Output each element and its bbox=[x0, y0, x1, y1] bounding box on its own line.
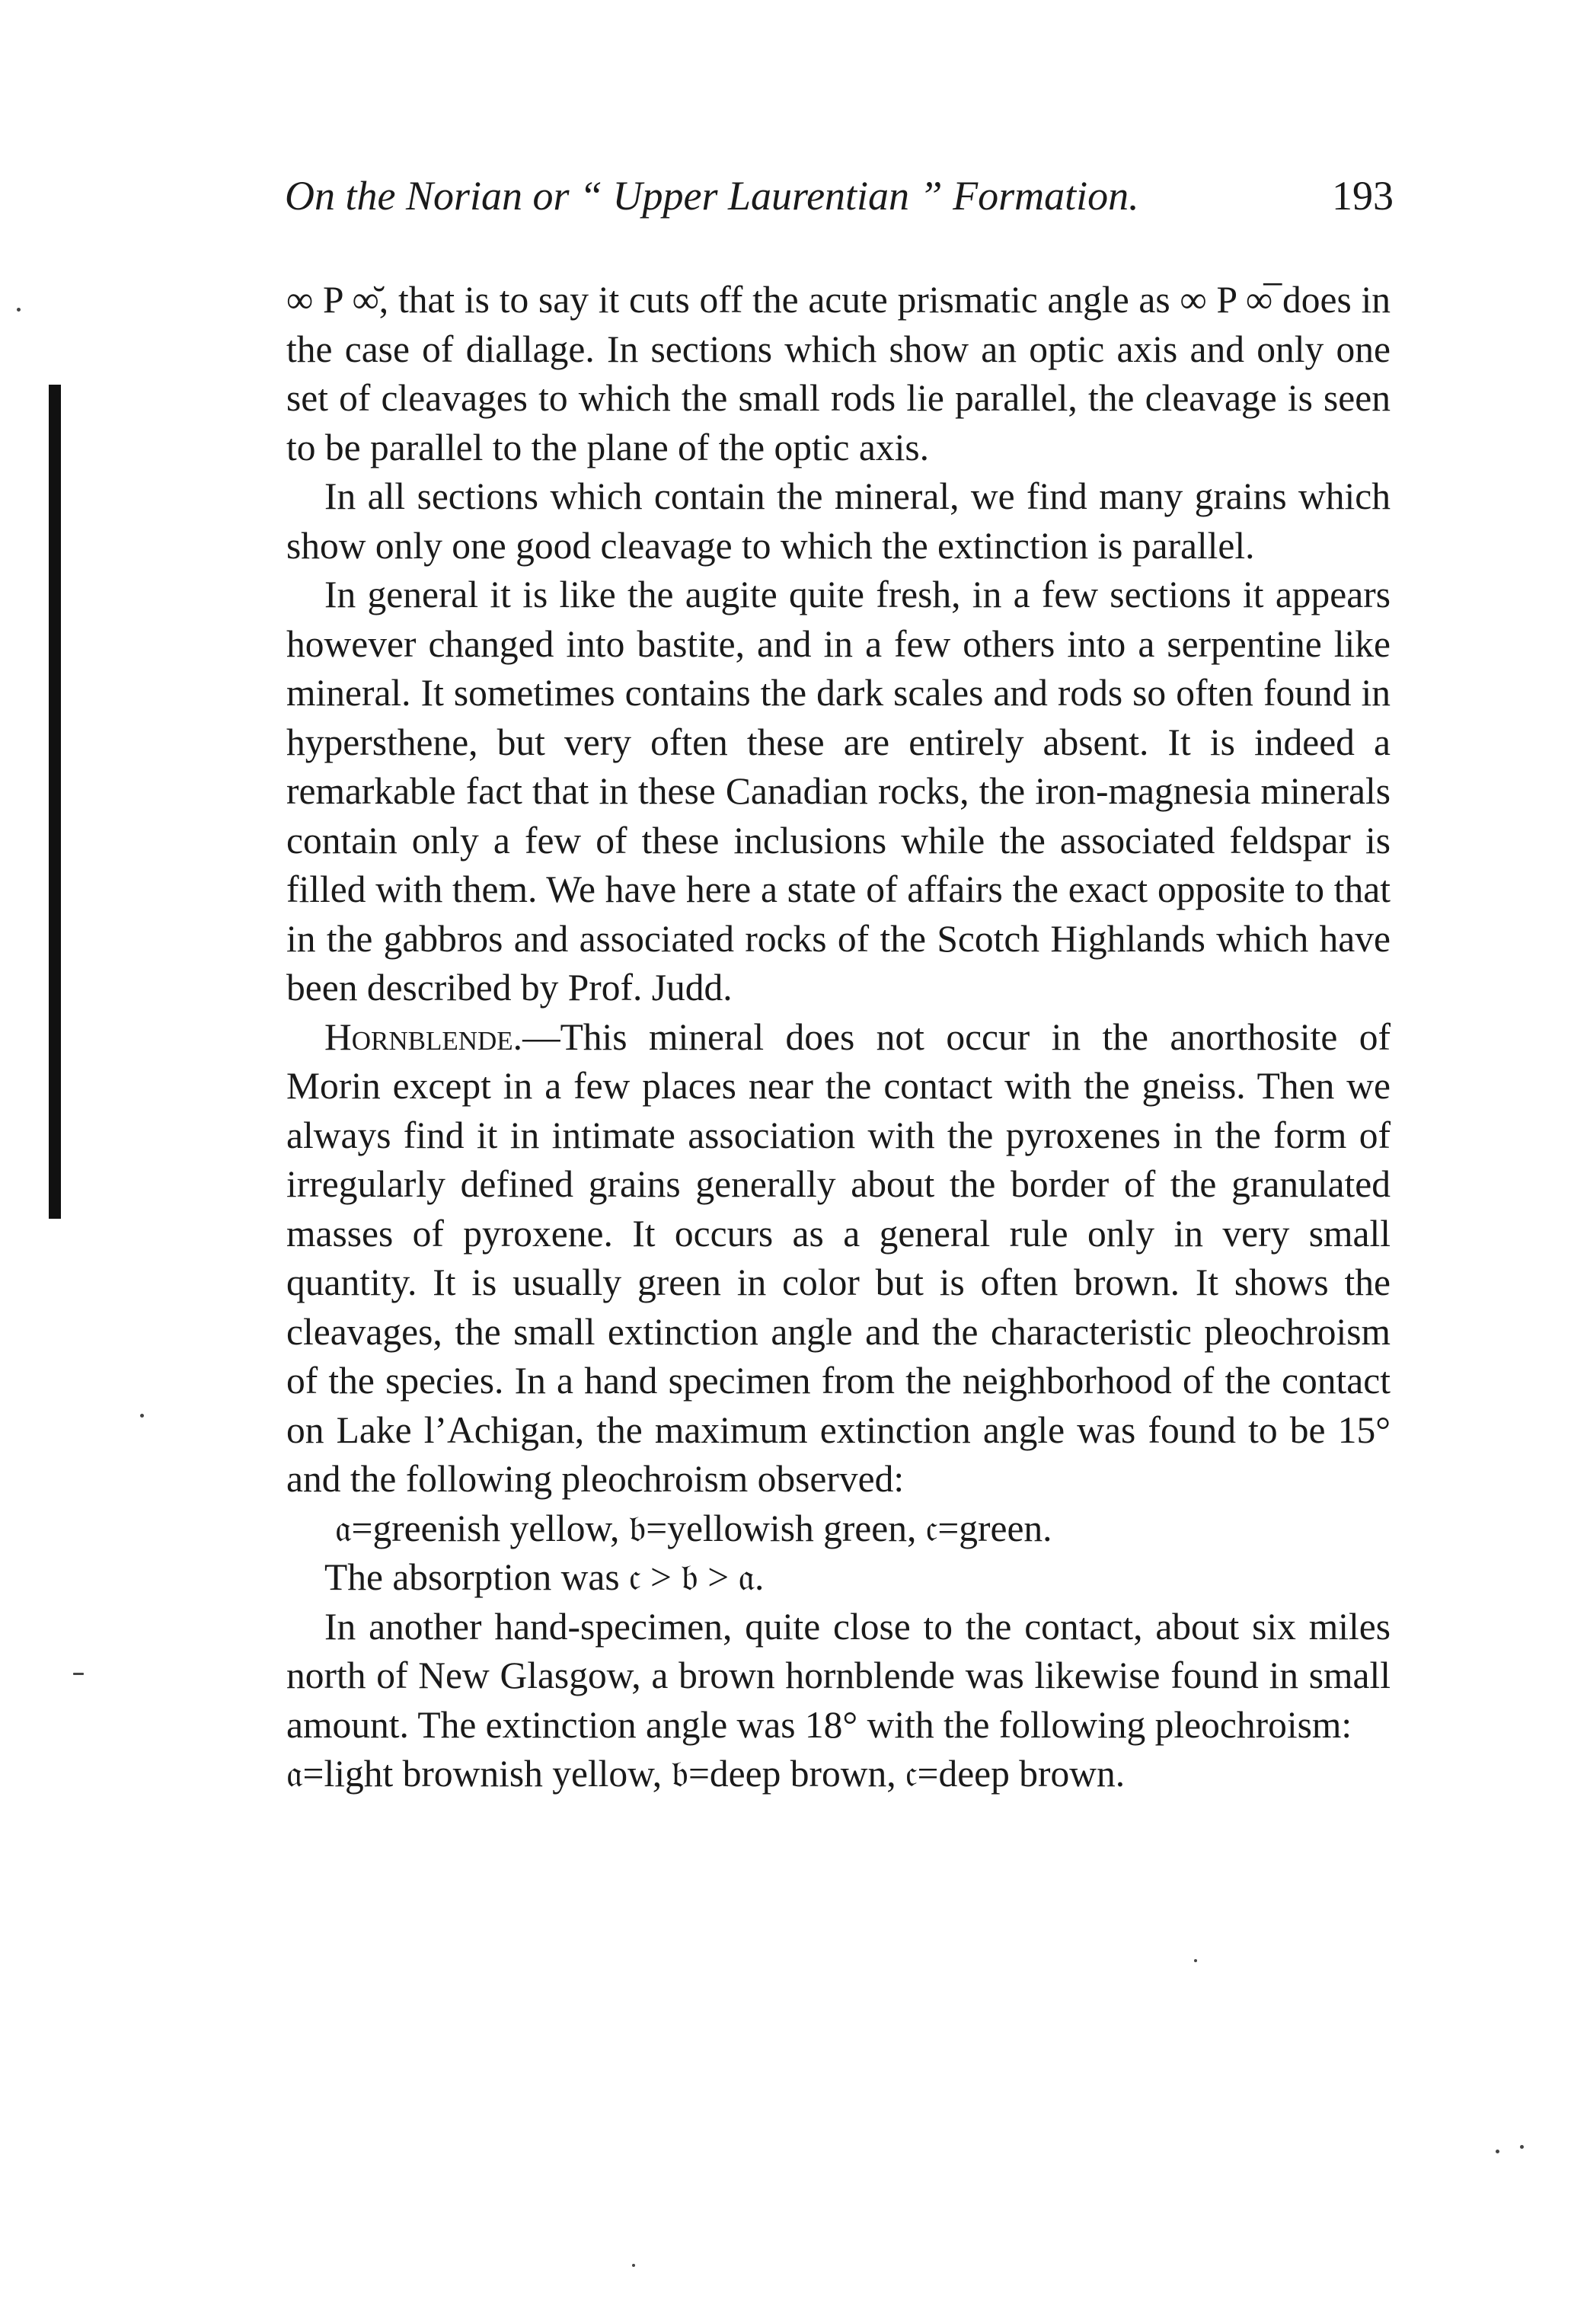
scan-speck bbox=[1496, 2150, 1499, 2153]
body-text bbox=[286, 276, 1391, 1799]
scan-speck bbox=[140, 1414, 144, 1418]
absorption-formula: The absorption was 𝔠 > 𝔟 > 𝔞. bbox=[324, 1556, 765, 1598]
running-header bbox=[285, 163, 1394, 229]
scan-speck bbox=[17, 308, 21, 312]
pleochroism-formula: 𝔞=light brownish yellow, 𝔟=deep brown, 𝔠=deep brown. bbox=[286, 1753, 1126, 1795]
page-number: 193 bbox=[1332, 173, 1394, 219]
hornblende-text: —This mineral does not occur in the anorthosite of Morin except in a few places near the contact with the gneiss. Then we always find it in intimate association with the pyroxenes in the form of irregularly defined grains generally about the border of the granulated masses of pyroxene. It occurs as a general rule only in very small quantity. It is usually green in color but is often brown. It shows the cleavages, the small extinction angle and the characteristic pleochroism of the species. In a hand specimen from the neighborhood of the contact on Lake l’Achigan, the maximum extinction angle was found to be 15° and the following pleochroism observed: bbox=[286, 1015, 1391, 1500]
paragraph: ∞ P ∞̆, that is to say it cuts off the acute prismatic angle as ∞ P ∞̅ does in the case of diallage. In sections which show an optic axis and only one set of cleavages to which the small rods lie parallel, the cleavage is seen to be parallel to the plane of the optic axis. bbox=[286, 279, 1391, 468]
scan-speck bbox=[1520, 2145, 1524, 2149]
pleochroism-formula: 𝔞=greenish yellow, 𝔟=yellowish green, 𝔠=green. bbox=[335, 1507, 1052, 1549]
scan-speck bbox=[1194, 1959, 1197, 1962]
paragraph: In another hand-specimen, quite close to the contact, about six miles north of New Glasgow, a brown hornblende was likewise found in small amount. The extinction angle was 18° with the following pleochroism: bbox=[286, 1605, 1391, 1746]
running-title: On the Norian or “ Upper Laurentian ” Formation. bbox=[285, 173, 1139, 219]
scan-speck bbox=[632, 2264, 635, 2267]
paragraph: In general it is like the augite quite fresh, in a few sections it appears however changed into bastite, and in a few others into a serpentine like mineral. It sometimes contains the dark scales and rods so often found in hypersthene, but very often these are entirely absent. It is indeed a remarkable fact that in these Canadian rocks, the iron-magnesia minerals contain only a few of these inclusions while the associated feldspar is filled with them. We have here a state of affairs the exact opposite to that in the gabbros and associated rocks of the Scotch Highlands which have been described by Prof. Judd. bbox=[286, 574, 1391, 1009]
scan-speck bbox=[73, 1673, 84, 1675]
paragraph: In all sections which contain the mineral, we find many grains which show only one good cleavage to which the extinction is parallel. bbox=[286, 475, 1391, 567]
section-heading-hornblende: Hornblende. bbox=[324, 1015, 523, 1058]
margin-scan-bar bbox=[49, 385, 61, 1219]
paragraph-hornblende bbox=[286, 1013, 1391, 1504]
